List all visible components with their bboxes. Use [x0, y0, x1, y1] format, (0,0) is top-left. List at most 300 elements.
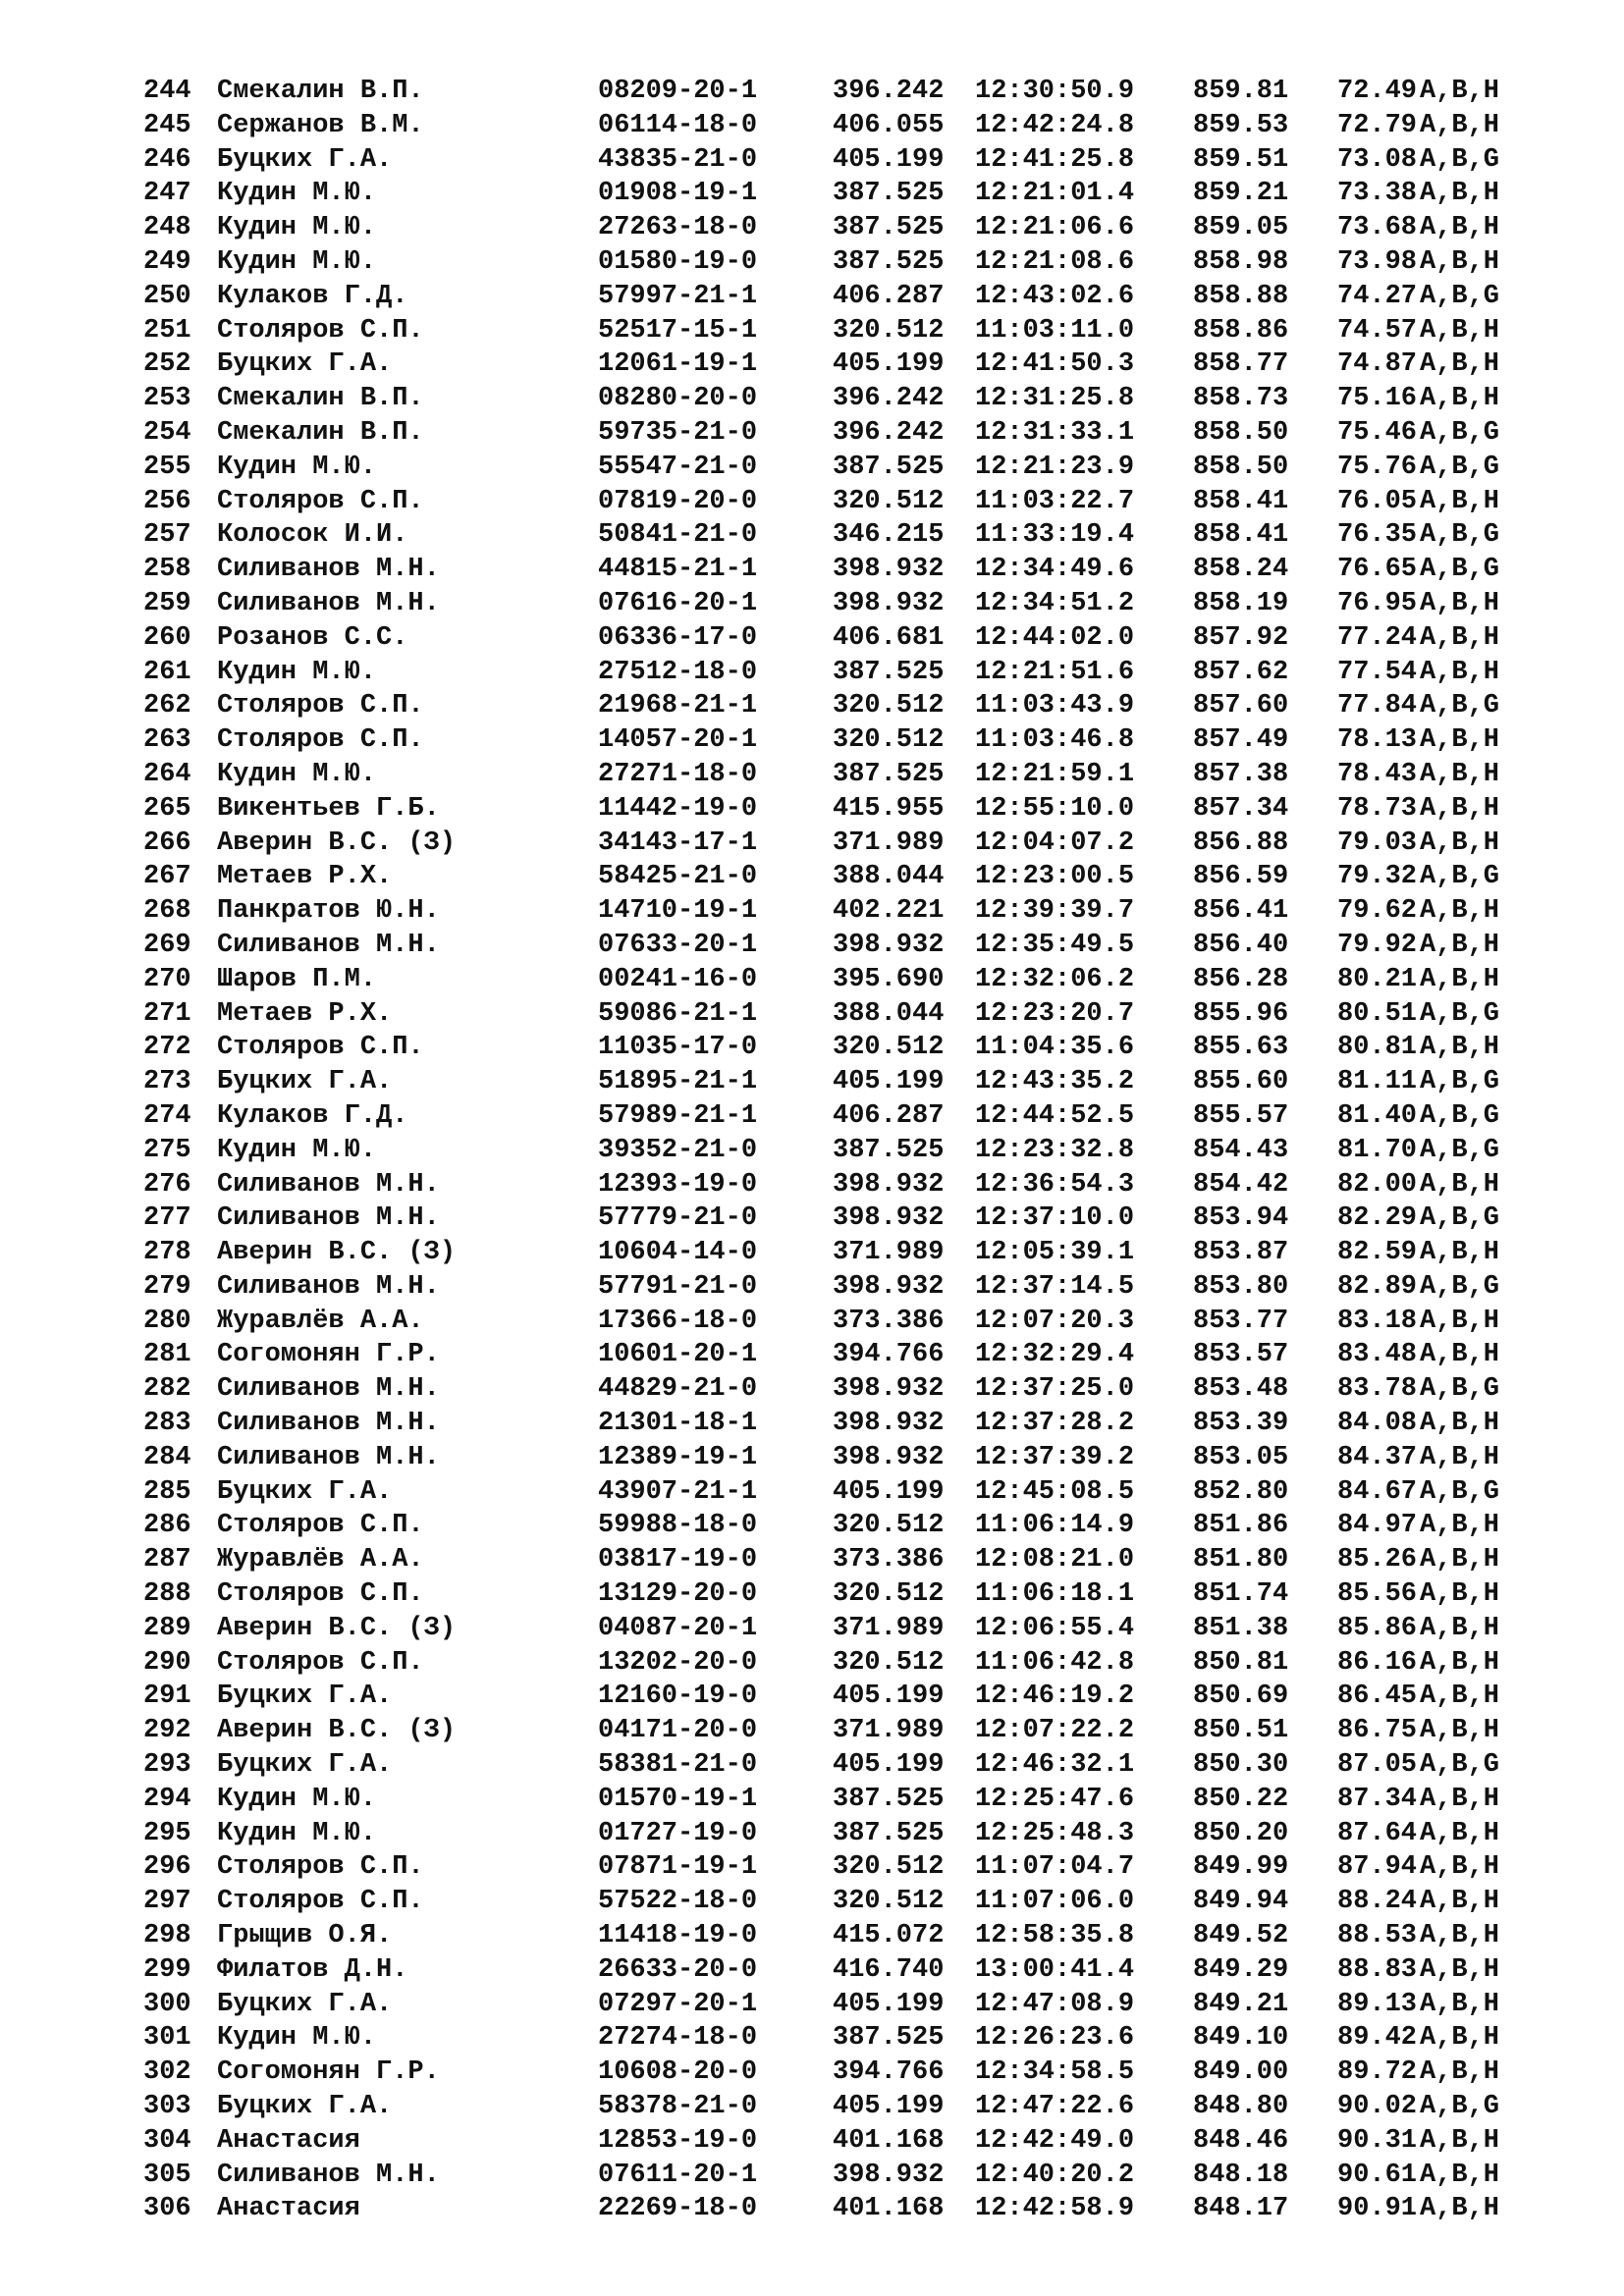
- coefficient-value: 78.73: [1337, 793, 1418, 824]
- arrival-time: 11:04:35.6: [975, 1033, 1135, 1063]
- coefficient-value: 87.64: [1337, 1818, 1418, 1848]
- place-number: 273: [143, 1067, 191, 1097]
- arrival-time: 11:07:04.7: [975, 1852, 1135, 1883]
- result-row: [0, 1236, 1624, 1270]
- ring-number: 08280-20-0: [598, 384, 758, 414]
- ring-number: 57791-21-0: [598, 1271, 758, 1302]
- category-codes: A,B,G: [1420, 1203, 1500, 1234]
- result-row: [0, 1441, 1624, 1475]
- arrival-time: 13:00:41.4: [975, 1954, 1135, 1985]
- place-number: 263: [143, 725, 191, 756]
- arrival-time: 12:21:51.6: [975, 657, 1135, 687]
- place-number: 246: [143, 144, 191, 175]
- distance-value: 387.525: [833, 1135, 945, 1165]
- distance-value: 402.221: [833, 896, 945, 927]
- distance-value: 387.525: [833, 213, 945, 243]
- result-row: [0, 1714, 1624, 1748]
- coefficient-value: 87.05: [1337, 1750, 1418, 1781]
- fancier-name: Силиванов М.Н.: [217, 1271, 440, 1302]
- category-codes: A,B,H: [1420, 1169, 1500, 1200]
- ring-number: 57997-21-1: [598, 281, 758, 311]
- coefficient-value: 76.35: [1337, 520, 1418, 551]
- fancier-name: Метаев Р.Х.: [217, 862, 393, 892]
- ring-number: 59086-21-1: [598, 998, 758, 1029]
- category-codes: A,B,H: [1420, 110, 1500, 140]
- place-number: 277: [143, 1203, 191, 1234]
- fancier-name: Согомонян Г.Р.: [217, 1340, 440, 1370]
- ring-number: 58378-21-0: [598, 2092, 758, 2122]
- speed-value: 851.74: [1193, 1579, 1289, 1610]
- speed-value: 853.94: [1193, 1203, 1289, 1234]
- result-row: [0, 416, 1624, 451]
- distance-value: 405.199: [833, 1989, 945, 2019]
- place-number: 305: [143, 2160, 191, 2190]
- result-row: [0, 1885, 1624, 1919]
- place-number: 255: [143, 452, 191, 482]
- ring-number: 01908-19-1: [598, 179, 758, 209]
- result-row: [0, 1748, 1624, 1783]
- category-codes: A,B,H: [1420, 759, 1500, 789]
- result-row: [0, 1680, 1624, 1714]
- arrival-time: 12:42:58.9: [975, 2194, 1135, 2224]
- ring-number: 34143-17-1: [598, 828, 758, 858]
- place-number: 296: [143, 1852, 191, 1883]
- distance-value: 320.512: [833, 1579, 945, 1610]
- category-codes: A,B,H: [1420, 1511, 1500, 1541]
- speed-value: 853.77: [1193, 1306, 1289, 1336]
- place-number: 300: [143, 1989, 191, 2019]
- result-row: [0, 1201, 1624, 1236]
- result-row: [0, 451, 1624, 485]
- coefficient-value: 82.59: [1337, 1238, 1418, 1268]
- speed-value: 852.80: [1193, 1476, 1289, 1507]
- result-row: [0, 382, 1624, 416]
- speed-value: 849.52: [1193, 1921, 1289, 1951]
- coefficient-value: 77.24: [1337, 622, 1418, 653]
- arrival-time: 12:58:35.8: [975, 1921, 1135, 1951]
- ring-number: 27512-18-0: [598, 657, 758, 687]
- result-row: [0, 553, 1624, 587]
- distance-value: 387.525: [833, 452, 945, 482]
- category-codes: A,B,H: [1420, 1442, 1500, 1472]
- result-row: [0, 518, 1624, 553]
- fancier-name: Буцких Г.А.: [217, 1750, 393, 1781]
- place-number: 289: [143, 1613, 191, 1643]
- place-number: 248: [143, 213, 191, 243]
- arrival-time: 12:26:23.6: [975, 2023, 1135, 2054]
- fancier-name: Аверин В.С. (З): [217, 828, 457, 858]
- result-row: [0, 1509, 1624, 1543]
- arrival-time: 12:07:20.3: [975, 1306, 1135, 1336]
- result-row: [0, 689, 1624, 723]
- fancier-name: Силиванов М.Н.: [217, 588, 440, 618]
- category-codes: A,B,H: [1420, 1954, 1500, 1985]
- fancier-name: Аверин В.С. (З): [217, 1716, 457, 1746]
- fancier-name: Кудин М.Ю.: [217, 213, 377, 243]
- place-number: 288: [143, 1579, 191, 1610]
- ring-number: 57779-21-0: [598, 1203, 758, 1234]
- ring-number: 13202-20-0: [598, 1647, 758, 1678]
- category-codes: A,B,H: [1420, 1238, 1500, 1268]
- arrival-time: 12:32:29.4: [975, 1340, 1135, 1370]
- ring-number: 04087-20-1: [598, 1613, 758, 1643]
- speed-value: 854.43: [1193, 1135, 1289, 1165]
- distance-value: 396.242: [833, 77, 945, 106]
- fancier-name: Кудин М.Ю.: [217, 246, 377, 277]
- fancier-name: Кудин М.Ю.: [217, 1784, 377, 1814]
- category-codes: A,B,G: [1420, 2092, 1500, 2122]
- ring-number: 01580-19-0: [598, 246, 758, 277]
- result-row: [0, 656, 1624, 690]
- coefficient-value: 81.70: [1337, 1135, 1418, 1165]
- result-row: [0, 1850, 1624, 1885]
- place-number: 281: [143, 1340, 191, 1370]
- coefficient-value: 78.13: [1337, 725, 1418, 756]
- fancier-name: Аверин В.С. (З): [217, 1238, 457, 1268]
- speed-value: 849.29: [1193, 1954, 1289, 1985]
- fancier-name: Анастасия: [217, 2125, 360, 2156]
- arrival-time: 12:47:08.9: [975, 1989, 1135, 2019]
- place-number: 278: [143, 1238, 191, 1268]
- place-number: 287: [143, 1545, 191, 1575]
- fancier-name: Грыщив О.Я.: [217, 1921, 393, 1951]
- ring-number: 07819-20-0: [598, 486, 758, 516]
- arrival-time: 12:08:21.0: [975, 1545, 1135, 1575]
- ring-number: 12061-19-1: [598, 349, 758, 380]
- speed-value: 858.86: [1193, 315, 1289, 346]
- fancier-name: Кудин М.Ю.: [217, 2023, 377, 2054]
- fancier-name: Аверин В.С. (З): [217, 1613, 457, 1643]
- ring-number: 06336-17-0: [598, 622, 758, 653]
- arrival-time: 12:41:50.3: [975, 349, 1135, 380]
- distance-value: 415.072: [833, 1921, 945, 1951]
- distance-value: 398.932: [833, 1409, 945, 1439]
- fancier-name: Шаров П.М.: [217, 964, 377, 994]
- arrival-time: 12:44:52.5: [975, 1100, 1135, 1131]
- arrival-time: 12:21:06.6: [975, 213, 1135, 243]
- arrival-time: 12:43:35.2: [975, 1067, 1135, 1097]
- distance-value: 320.512: [833, 691, 945, 721]
- place-number: 279: [143, 1271, 191, 1302]
- coefficient-value: 85.86: [1337, 1613, 1418, 1643]
- category-codes: A,B,H: [1420, 793, 1500, 824]
- result-row: [0, 1783, 1624, 1817]
- ring-number: 22269-18-0: [598, 2194, 758, 2224]
- speed-value: 850.69: [1193, 1682, 1289, 1712]
- speed-value: 857.92: [1193, 622, 1289, 653]
- arrival-time: 12:31:33.1: [975, 417, 1135, 448]
- place-number: 251: [143, 315, 191, 346]
- arrival-time: 11:06:14.9: [975, 1511, 1135, 1541]
- ring-number: 10608-20-0: [598, 2057, 758, 2088]
- coefficient-value: 72.49: [1337, 77, 1418, 106]
- category-codes: A,B,H: [1420, 896, 1500, 927]
- speed-value: 858.50: [1193, 452, 1289, 482]
- distance-value: 320.512: [833, 486, 945, 516]
- ring-number: 01727-19-0: [598, 1818, 758, 1848]
- fancier-name: Буцких Г.А.: [217, 1682, 393, 1712]
- arrival-time: 12:47:22.6: [975, 2092, 1135, 2122]
- result-row: [0, 1646, 1624, 1681]
- category-codes: A,B,H: [1420, 384, 1500, 414]
- coefficient-value: 90.02: [1337, 2092, 1418, 2122]
- fancier-name: Столяров С.П.: [217, 691, 424, 721]
- result-row: [0, 621, 1624, 656]
- place-number: 257: [143, 520, 191, 551]
- result-row: [0, 894, 1624, 929]
- coefficient-value: 87.94: [1337, 1852, 1418, 1883]
- result-row: [0, 1270, 1624, 1305]
- category-codes: A,B,G: [1420, 691, 1500, 721]
- fancier-name: Журавлёв А.А.: [217, 1306, 424, 1336]
- place-number: 254: [143, 417, 191, 448]
- ring-number: 03817-19-0: [598, 1545, 758, 1575]
- distance-value: 398.932: [833, 588, 945, 618]
- place-number: 292: [143, 1716, 191, 1746]
- category-codes: A,B,H: [1420, 1989, 1500, 2019]
- distance-value: 406.055: [833, 110, 945, 140]
- result-row: [0, 827, 1624, 861]
- result-row: [0, 1031, 1624, 1065]
- distance-value: 320.512: [833, 1887, 945, 1917]
- category-codes: A,B,H: [1420, 1784, 1500, 1814]
- speed-value: 850.22: [1193, 1784, 1289, 1814]
- distance-value: 387.525: [833, 657, 945, 687]
- distance-value: 395.690: [833, 964, 945, 994]
- ring-number: 11418-19-0: [598, 1921, 758, 1951]
- arrival-time: 12:32:06.2: [975, 964, 1135, 994]
- arrival-time: 11:33:19.4: [975, 520, 1135, 551]
- fancier-name: Кудин М.Ю.: [217, 1818, 377, 1848]
- result-row: [0, 587, 1624, 621]
- arrival-time: 12:42:49.0: [975, 2125, 1135, 2156]
- result-row: [0, 2056, 1624, 2090]
- speed-value: 858.88: [1193, 281, 1289, 311]
- ring-number: 43835-21-0: [598, 144, 758, 175]
- place-number: 260: [143, 622, 191, 653]
- arrival-time: 12:40:20.2: [975, 2160, 1135, 2190]
- arrival-time: 12:46:32.1: [975, 1750, 1135, 1781]
- distance-value: 320.512: [833, 1033, 945, 1063]
- fancier-name: Буцких Г.А.: [217, 1476, 393, 1507]
- distance-value: 398.932: [833, 1203, 945, 1234]
- fancier-name: Силиванов М.Н.: [217, 930, 440, 960]
- coefficient-value: 88.24: [1337, 1887, 1418, 1917]
- speed-value: 858.24: [1193, 555, 1289, 585]
- category-codes: A,B,G: [1420, 1374, 1500, 1405]
- category-codes: A,B,H: [1420, 1887, 1500, 1917]
- speed-value: 858.50: [1193, 417, 1289, 448]
- category-codes: A,B,H: [1420, 1340, 1500, 1370]
- distance-value: 320.512: [833, 1511, 945, 1541]
- arrival-time: 12:34:49.6: [975, 555, 1135, 585]
- place-number: 259: [143, 588, 191, 618]
- result-row: [0, 1612, 1624, 1646]
- arrival-time: 12:34:58.5: [975, 2057, 1135, 2088]
- distance-value: 406.287: [833, 281, 945, 311]
- distance-value: 406.287: [833, 1100, 945, 1131]
- distance-value: 388.044: [833, 998, 945, 1029]
- coefficient-value: 81.11: [1337, 1067, 1418, 1097]
- speed-value: 849.00: [1193, 2057, 1289, 2088]
- distance-value: 415.955: [833, 793, 945, 824]
- fancier-name: Буцких Г.А.: [217, 144, 393, 175]
- place-number: 244: [143, 77, 191, 106]
- coefficient-value: 77.84: [1337, 691, 1418, 721]
- arrival-time: 11:03:11.0: [975, 315, 1135, 346]
- arrival-time: 12:23:32.8: [975, 1135, 1135, 1165]
- fancier-name: Колосок И.И.: [217, 520, 408, 551]
- fancier-name: Буцких Г.А.: [217, 1989, 393, 2019]
- place-number: 256: [143, 486, 191, 516]
- category-codes: A,B,G: [1420, 1100, 1500, 1131]
- distance-value: 320.512: [833, 1647, 945, 1678]
- ring-number: 57989-21-1: [598, 1100, 758, 1131]
- fancier-name: Буцких Г.А.: [217, 349, 393, 380]
- category-codes: A,B,H: [1420, 486, 1500, 516]
- place-number: 285: [143, 1476, 191, 1507]
- speed-value: 853.39: [1193, 1409, 1289, 1439]
- coefficient-value: 79.62: [1337, 896, 1418, 927]
- speed-value: 849.21: [1193, 1989, 1289, 2019]
- coefficient-value: 86.45: [1337, 1682, 1418, 1712]
- place-number: 264: [143, 759, 191, 789]
- place-number: 294: [143, 1784, 191, 1814]
- ring-number: 04171-20-0: [598, 1716, 758, 1746]
- coefficient-value: 85.26: [1337, 1545, 1418, 1575]
- place-number: 302: [143, 2057, 191, 2088]
- ring-number: 58381-21-0: [598, 1750, 758, 1781]
- result-row: [0, 2159, 1624, 2193]
- speed-value: 848.80: [1193, 2092, 1289, 2122]
- arrival-time: 12:46:19.2: [975, 1682, 1135, 1712]
- distance-value: 405.199: [833, 2092, 945, 2122]
- result-row: [0, 1475, 1624, 1510]
- place-number: 262: [143, 691, 191, 721]
- place-number: 299: [143, 1954, 191, 1985]
- category-codes: A,B,H: [1420, 1579, 1500, 1610]
- coefficient-value: 73.08: [1337, 144, 1418, 175]
- fancier-name: Столяров С.П.: [217, 725, 424, 756]
- category-codes: A,B,H: [1420, 622, 1500, 653]
- result-row: [0, 1577, 1624, 1612]
- coefficient-value: 79.92: [1337, 930, 1418, 960]
- arrival-time: 12:37:14.5: [975, 1271, 1135, 1302]
- speed-value: 851.38: [1193, 1613, 1289, 1643]
- distance-value: 405.199: [833, 1476, 945, 1507]
- speed-value: 858.73: [1193, 384, 1289, 414]
- ring-number: 58425-21-0: [598, 862, 758, 892]
- coefficient-value: 80.81: [1337, 1033, 1418, 1063]
- speed-value: 849.10: [1193, 2023, 1289, 2054]
- category-codes: A,B,G: [1420, 452, 1500, 482]
- ring-number: 07633-20-1: [598, 930, 758, 960]
- speed-value: 859.51: [1193, 144, 1289, 175]
- coefficient-value: 75.76: [1337, 452, 1418, 482]
- coefficient-value: 88.83: [1337, 1954, 1418, 1985]
- result-row: [0, 1817, 1624, 1851]
- place-number: 274: [143, 1100, 191, 1131]
- ring-number: 21301-18-1: [598, 1409, 758, 1439]
- distance-value: 406.681: [833, 622, 945, 653]
- arrival-time: 12:41:25.8: [975, 144, 1135, 175]
- distance-value: 405.199: [833, 1067, 945, 1097]
- ring-number: 26633-20-0: [598, 1954, 758, 1985]
- speed-value: 851.80: [1193, 1545, 1289, 1575]
- result-row: [0, 1372, 1624, 1407]
- fancier-name: Силиванов М.Н.: [217, 1169, 440, 1200]
- place-number: 275: [143, 1135, 191, 1165]
- speed-value: 853.57: [1193, 1340, 1289, 1370]
- fancier-name: Столяров С.П.: [217, 1852, 424, 1883]
- ring-number: 44829-21-0: [598, 1374, 758, 1405]
- ring-number: 14057-20-1: [598, 725, 758, 756]
- category-codes: A,B,H: [1420, 657, 1500, 687]
- coefficient-value: 80.51: [1337, 998, 1418, 1029]
- result-row: [0, 1988, 1624, 2022]
- speed-value: 848.18: [1193, 2160, 1289, 2190]
- arrival-time: 12:06:55.4: [975, 1613, 1135, 1643]
- category-codes: A,B,H: [1420, 213, 1500, 243]
- fancier-name: Столяров С.П.: [217, 1579, 424, 1610]
- fancier-name: Столяров С.П.: [217, 1887, 424, 1917]
- coefficient-value: 76.65: [1337, 555, 1418, 585]
- fancier-name: Буцких Г.А.: [217, 2092, 393, 2122]
- arrival-time: 12:43:02.6: [975, 281, 1135, 311]
- place-number: 295: [143, 1818, 191, 1848]
- ring-number: 11035-17-0: [598, 1033, 758, 1063]
- fancier-name: Кулаков Г.Д.: [217, 1100, 408, 1131]
- ring-number: 27274-18-0: [598, 2023, 758, 2054]
- arrival-time: 12:36:54.3: [975, 1169, 1135, 1200]
- ring-number: 07616-20-1: [598, 588, 758, 618]
- result-row: [0, 860, 1624, 894]
- fancier-name: Столяров С.П.: [217, 1647, 424, 1678]
- arrival-time: 12:39:39.7: [975, 896, 1135, 927]
- coefficient-value: 90.91: [1337, 2194, 1418, 2224]
- arrival-time: 12:21:59.1: [975, 759, 1135, 789]
- speed-value: 853.48: [1193, 1374, 1289, 1405]
- result-row: [0, 1407, 1624, 1441]
- coefficient-value: 84.37: [1337, 1442, 1418, 1472]
- arrival-time: 12:34:51.2: [975, 588, 1135, 618]
- category-codes: A,B,H: [1420, 1033, 1500, 1063]
- result-row: [0, 280, 1624, 314]
- ring-number: 13129-20-0: [598, 1579, 758, 1610]
- coefficient-value: 89.13: [1337, 1989, 1418, 2019]
- distance-value: 396.242: [833, 417, 945, 448]
- fancier-name: Кудин М.Ю.: [217, 657, 377, 687]
- distance-value: 405.199: [833, 349, 945, 380]
- result-row: [0, 1543, 1624, 1577]
- coefficient-value: 79.03: [1337, 828, 1418, 858]
- fancier-name: Викентьев Г.Б.: [217, 793, 440, 824]
- result-row: [0, 2124, 1624, 2159]
- distance-value: 416.740: [833, 1954, 945, 1985]
- coefficient-value: 72.79: [1337, 110, 1418, 140]
- category-codes: A,B,H: [1420, 828, 1500, 858]
- arrival-time: 11:03:46.8: [975, 725, 1135, 756]
- coefficient-value: 74.27: [1337, 281, 1418, 311]
- speed-value: 858.41: [1193, 520, 1289, 551]
- fancier-name: Столяров С.П.: [217, 486, 424, 516]
- coefficient-value: 78.43: [1337, 759, 1418, 789]
- place-number: 250: [143, 281, 191, 311]
- speed-value: 856.59: [1193, 862, 1289, 892]
- place-number: 245: [143, 110, 191, 140]
- category-codes: A,B,H: [1420, 179, 1500, 209]
- coefficient-value: 86.75: [1337, 1716, 1418, 1746]
